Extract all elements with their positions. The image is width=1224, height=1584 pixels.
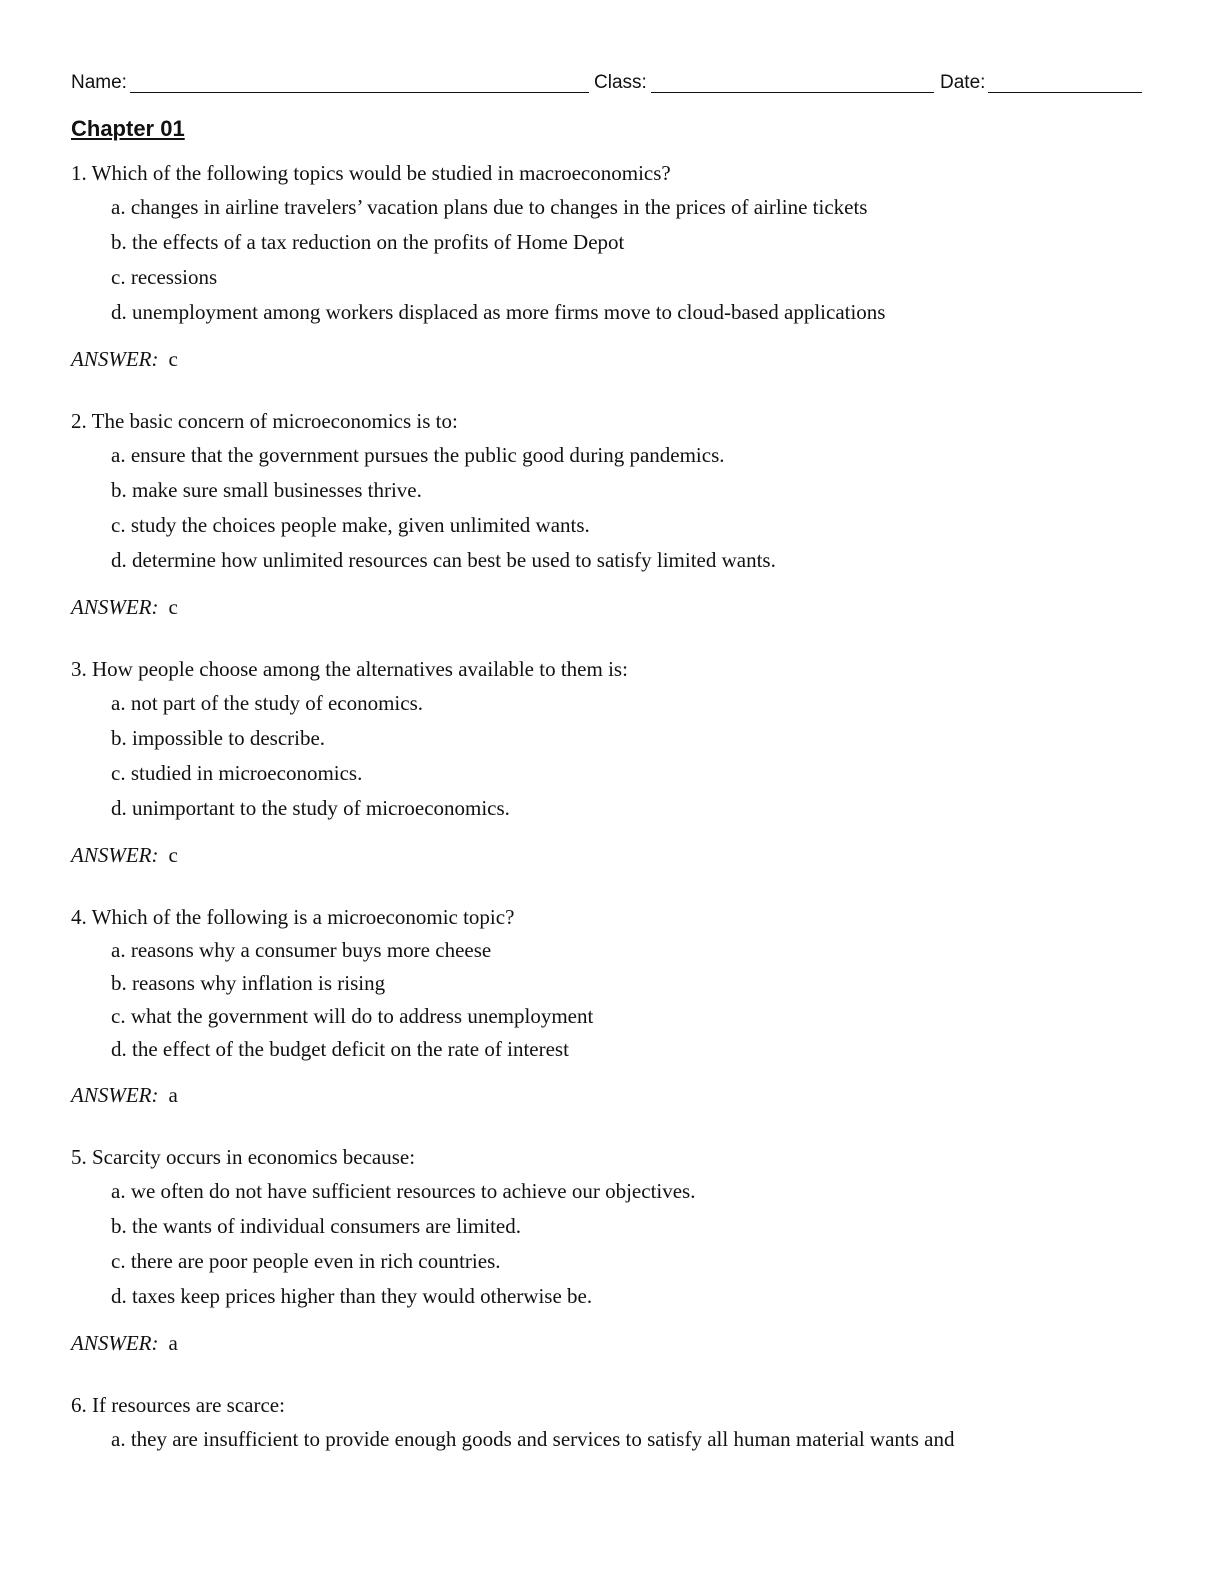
- choice-b: b. make sure small businesses thrive.: [111, 478, 422, 502]
- question-stem: 3. How people choose among the alternatives available to them is:: [71, 657, 628, 681]
- choice-a: a. reasons why a consumer buys more cheese: [111, 938, 492, 962]
- question-4: [71, 901, 1151, 1110]
- answer-value: c: [168, 347, 178, 371]
- choice-b: b. the wants of individual consumers are limited.: [111, 1214, 521, 1238]
- choice-d: d. determine how unlimited resources can best be used to satisfy limited wants.: [111, 548, 776, 572]
- choice-a: a. they are insufficient to provide enough goods and services to satisfy all human material wants and: [111, 1427, 955, 1451]
- date-label: Date:: [940, 72, 986, 93]
- question-1: [71, 157, 1151, 374]
- question-stem: 5. Scarcity occurs in economics because:: [71, 1145, 416, 1169]
- student-info-header: [71, 70, 1142, 96]
- choice-d: d. unemployment among workers displaced as more firms move to cloud-based applications: [111, 300, 886, 324]
- question-stem: 6. If resources are scarce:: [71, 1393, 285, 1417]
- question-3: [71, 653, 1151, 870]
- name-label: Name:: [71, 72, 127, 93]
- answer-label: ANSWER:: [71, 843, 159, 867]
- choice-a: a. changes in airline travelers’ vacation plans due to changes in the prices of airline tickets: [111, 195, 868, 219]
- choice-c: c. what the government will do to address unemployment: [111, 1004, 594, 1028]
- choice-b: b. reasons why inflation is rising: [111, 971, 386, 995]
- date-blank-line: [988, 92, 1142, 93]
- choice-d: d. the effect of the budget deficit on the rate of interest: [111, 1037, 569, 1061]
- answer-value: c: [168, 595, 178, 619]
- name-blank-line: [130, 92, 589, 93]
- answer-line: [71, 344, 1151, 374]
- answer-value: c: [168, 843, 178, 867]
- question-6: [71, 1389, 1151, 1457]
- choice-c: c. study the choices people make, given unlimited wants.: [111, 513, 590, 537]
- answer-label: ANSWER:: [71, 595, 159, 619]
- choice-b: b. impossible to describe.: [111, 726, 326, 750]
- choice-d: d. taxes keep prices higher than they would otherwise be.: [111, 1284, 593, 1308]
- answer-value: a: [168, 1331, 178, 1355]
- question-5: [71, 1141, 1151, 1358]
- choice-c: c. there are poor people even in rich countries.: [111, 1249, 501, 1273]
- answer-line: [71, 840, 1151, 870]
- question-stem: 2. The basic concern of microeconomics is to:: [71, 409, 458, 433]
- answer-label: ANSWER:: [71, 1083, 159, 1107]
- choice-a: a. ensure that the government pursues the public good during pandemics.: [111, 443, 725, 467]
- chapter-title: Chapter 01: [71, 116, 185, 141]
- answer-line: [71, 1328, 1151, 1358]
- choice-a: a. we often do not have sufficient resources to achieve our objectives.: [111, 1179, 696, 1203]
- answer-line: [71, 1080, 1151, 1110]
- choice-c: c. recessions: [111, 265, 218, 289]
- choice-c: c. studied in microeconomics.: [111, 761, 363, 785]
- choice-a: a. not part of the study of economics.: [111, 691, 424, 715]
- class-label: Class:: [594, 72, 647, 93]
- choice-d: d. unimportant to the study of microeconomics.: [111, 796, 510, 820]
- question-2: [71, 405, 1151, 622]
- choice-b: b. the effects of a tax reduction on the profits of Home Depot: [111, 230, 625, 254]
- answer-value: a: [168, 1083, 178, 1107]
- answer-label: ANSWER:: [71, 347, 159, 371]
- question-stem: 4. Which of the following is a microeconomic topic?: [71, 905, 515, 929]
- question-stem: 1. Which of the following topics would be studied in macroeconomics?: [71, 161, 671, 185]
- answer-line: [71, 592, 1151, 622]
- class-blank-line: [651, 92, 934, 93]
- answer-label: ANSWER:: [71, 1331, 159, 1355]
